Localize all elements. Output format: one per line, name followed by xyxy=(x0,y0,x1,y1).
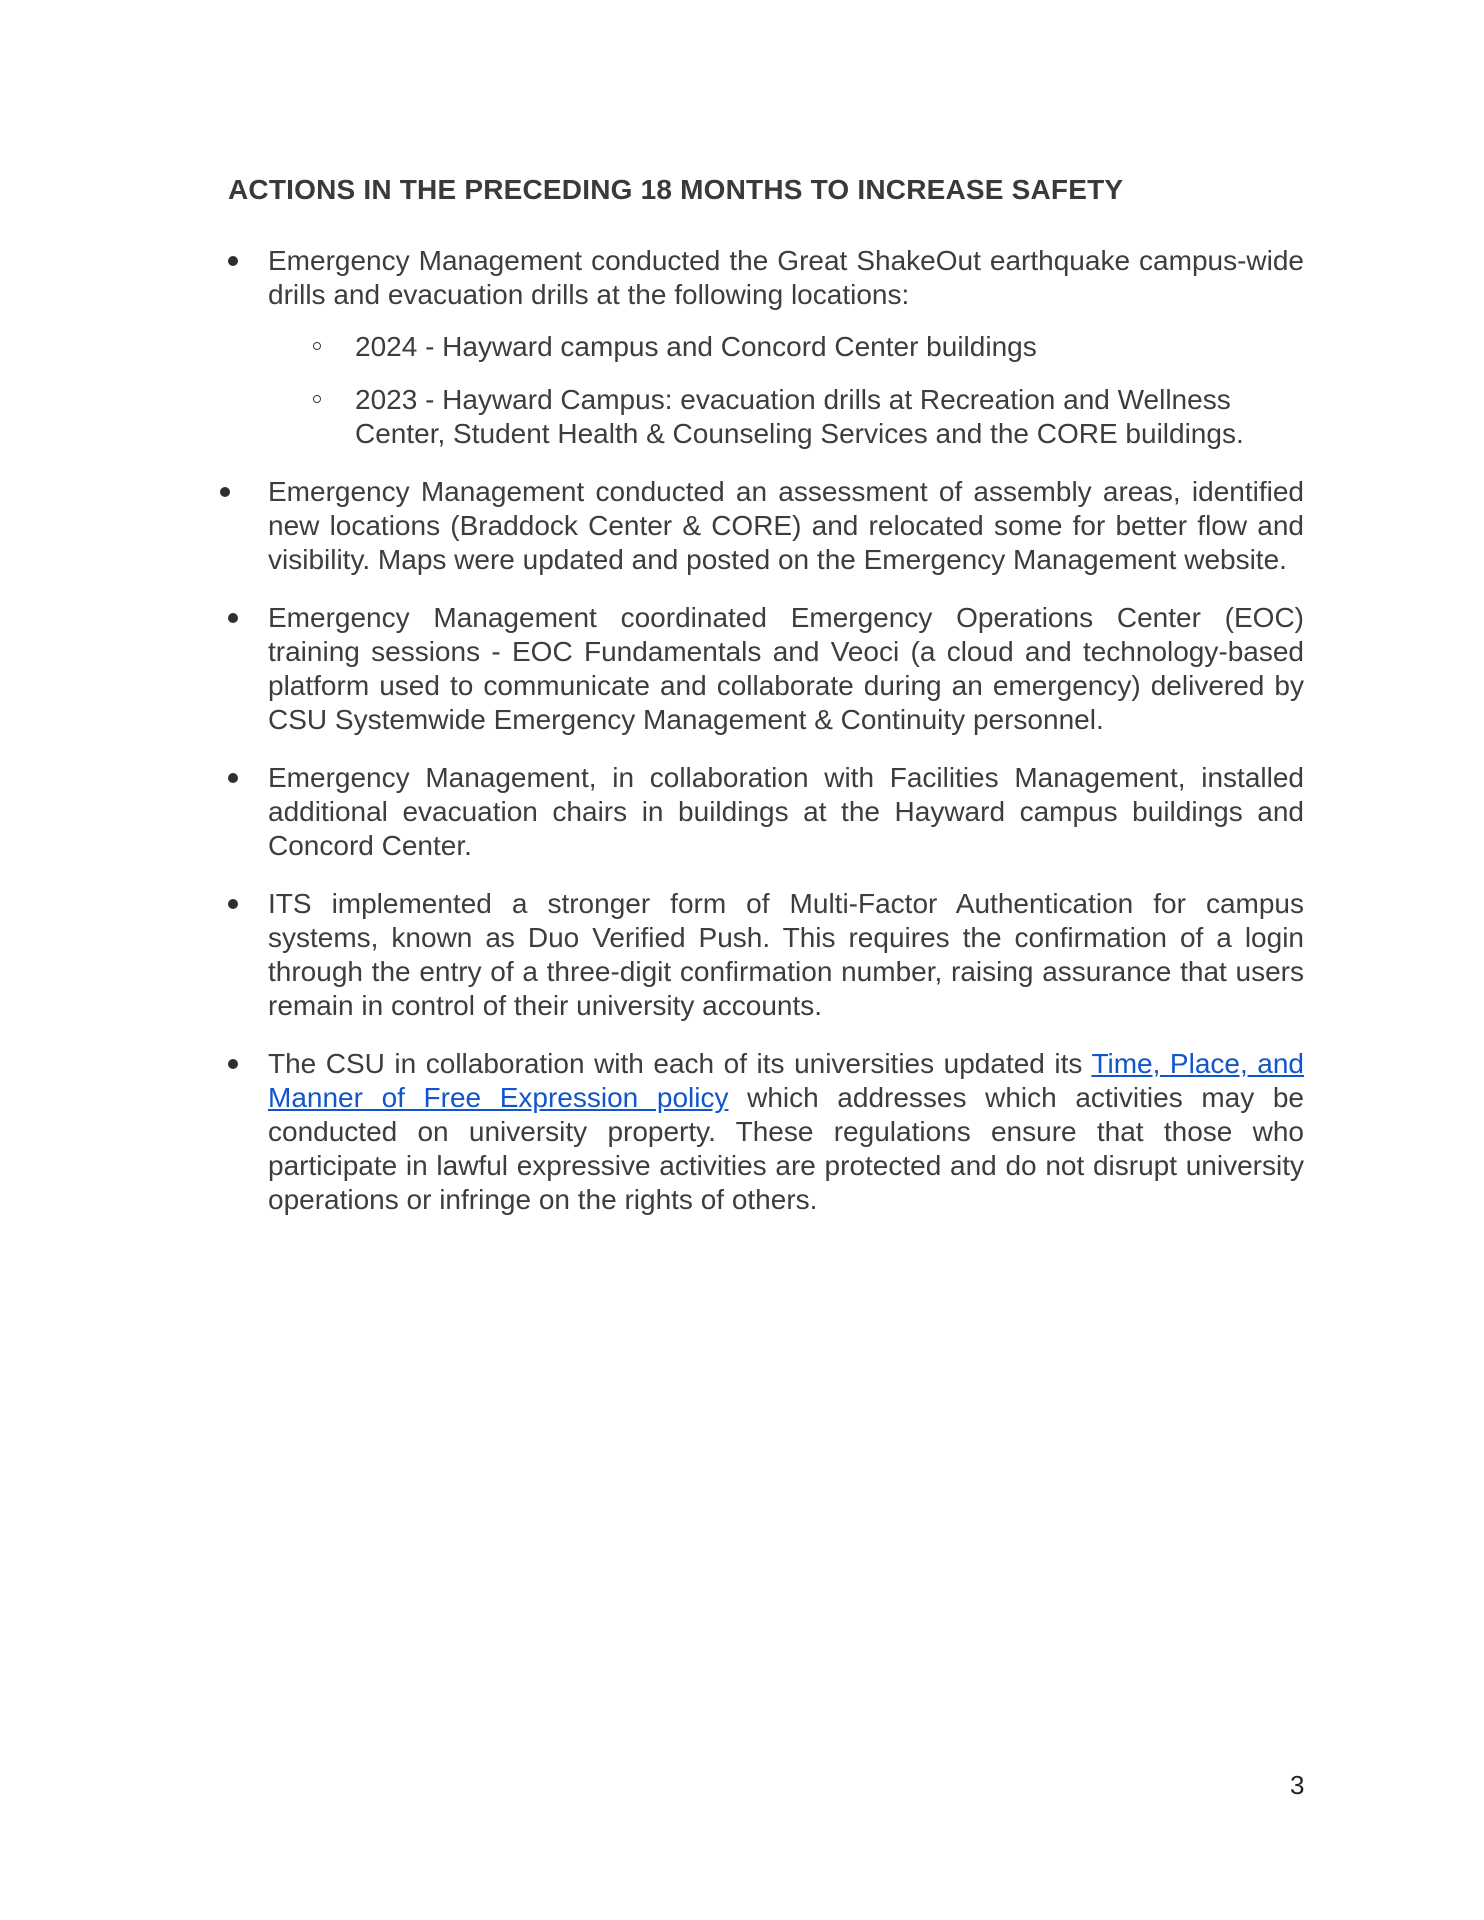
hollow-bullet-icon xyxy=(313,395,321,403)
sub-list-item-2023 xyxy=(355,383,1255,451)
list-item-eoc-training xyxy=(228,601,1304,737)
actions-list xyxy=(228,244,1304,1241)
free-expression-policy-link[interactable]: Time, Place, and Manner of Free Expression policy xyxy=(268,1048,1305,1113)
list-item-text: Emergency Management coordinated Emergency Operations Center (EOC) training sessions - EOC Fundamentals and Veoci (a cloud and technology-based platform used to communicate and collaborate during an emergency) delivered by CSU Systemwide Emergency Management & Continuity personnel. xyxy=(268,602,1304,735)
bullet-icon xyxy=(228,899,238,909)
list-item-shakeout-drills xyxy=(228,244,1304,451)
list-item-text: Emergency Management conducted an assessment of assembly areas, identified new locations (Braddock Center & CORE) and relocated some for better flow and visibility. Maps were updated and posted on the Emergency Management website. xyxy=(268,476,1304,575)
sub-list-item-text: 2023 - Hayward Campus: evacuation drills at Recreation and Wellness Center, Student Health & Counseling Services and the CORE buildings. xyxy=(355,384,1244,449)
list-item-text: ITS implemented a stronger form of Multi-Factor Authentication for campus systems, known as Duo Verified Push. This requires the confirmation of a login through the entry of a three-digit confirmation number, raising assurance that users remain in control of their university accounts. xyxy=(268,888,1304,1021)
bullet-icon xyxy=(228,613,238,623)
policy-text-before-link: The CSU in collaboration with each of its universities updated its xyxy=(268,1048,1092,1079)
drill-locations-sublist xyxy=(268,330,1304,451)
policy-text-after-link: which addresses which activities may be conducted on university property. These regulations ensure that those who participate in lawful expressive activities are protected and do not disrupt university operations or infringe on the rights of others. xyxy=(268,1082,1304,1215)
list-item-free-expression-policy xyxy=(228,1047,1304,1217)
hollow-bullet-icon xyxy=(313,342,321,350)
page-number: 3 xyxy=(1290,1770,1305,1800)
sub-list-item-2024 xyxy=(355,330,1255,364)
bullet-icon xyxy=(220,487,230,497)
bullet-icon xyxy=(228,256,238,266)
list-item-mfa xyxy=(228,887,1304,1023)
bullet-icon xyxy=(228,1059,238,1069)
section-heading: ACTIONS IN THE PRECEDING 18 MONTHS TO INCREASE SAFETY xyxy=(228,174,1124,205)
list-item-text xyxy=(268,1047,1304,1217)
sub-list-item-text: 2024 - Hayward campus and Concord Center buildings xyxy=(355,331,1037,362)
list-item-text: Emergency Management conducted the Great ShakeOut earthquake campus-wide drills and evacuation drills at the following locations: xyxy=(268,245,1304,310)
list-item-text: Emergency Management, in collaboration with Facilities Management, installed additional evacuation chairs in buildings at the Hayward campus buildings and Concord Center. xyxy=(268,762,1304,861)
list-item-evacuation-chairs xyxy=(228,761,1304,863)
list-item-assembly-areas xyxy=(228,475,1304,577)
bullet-icon xyxy=(228,773,238,783)
